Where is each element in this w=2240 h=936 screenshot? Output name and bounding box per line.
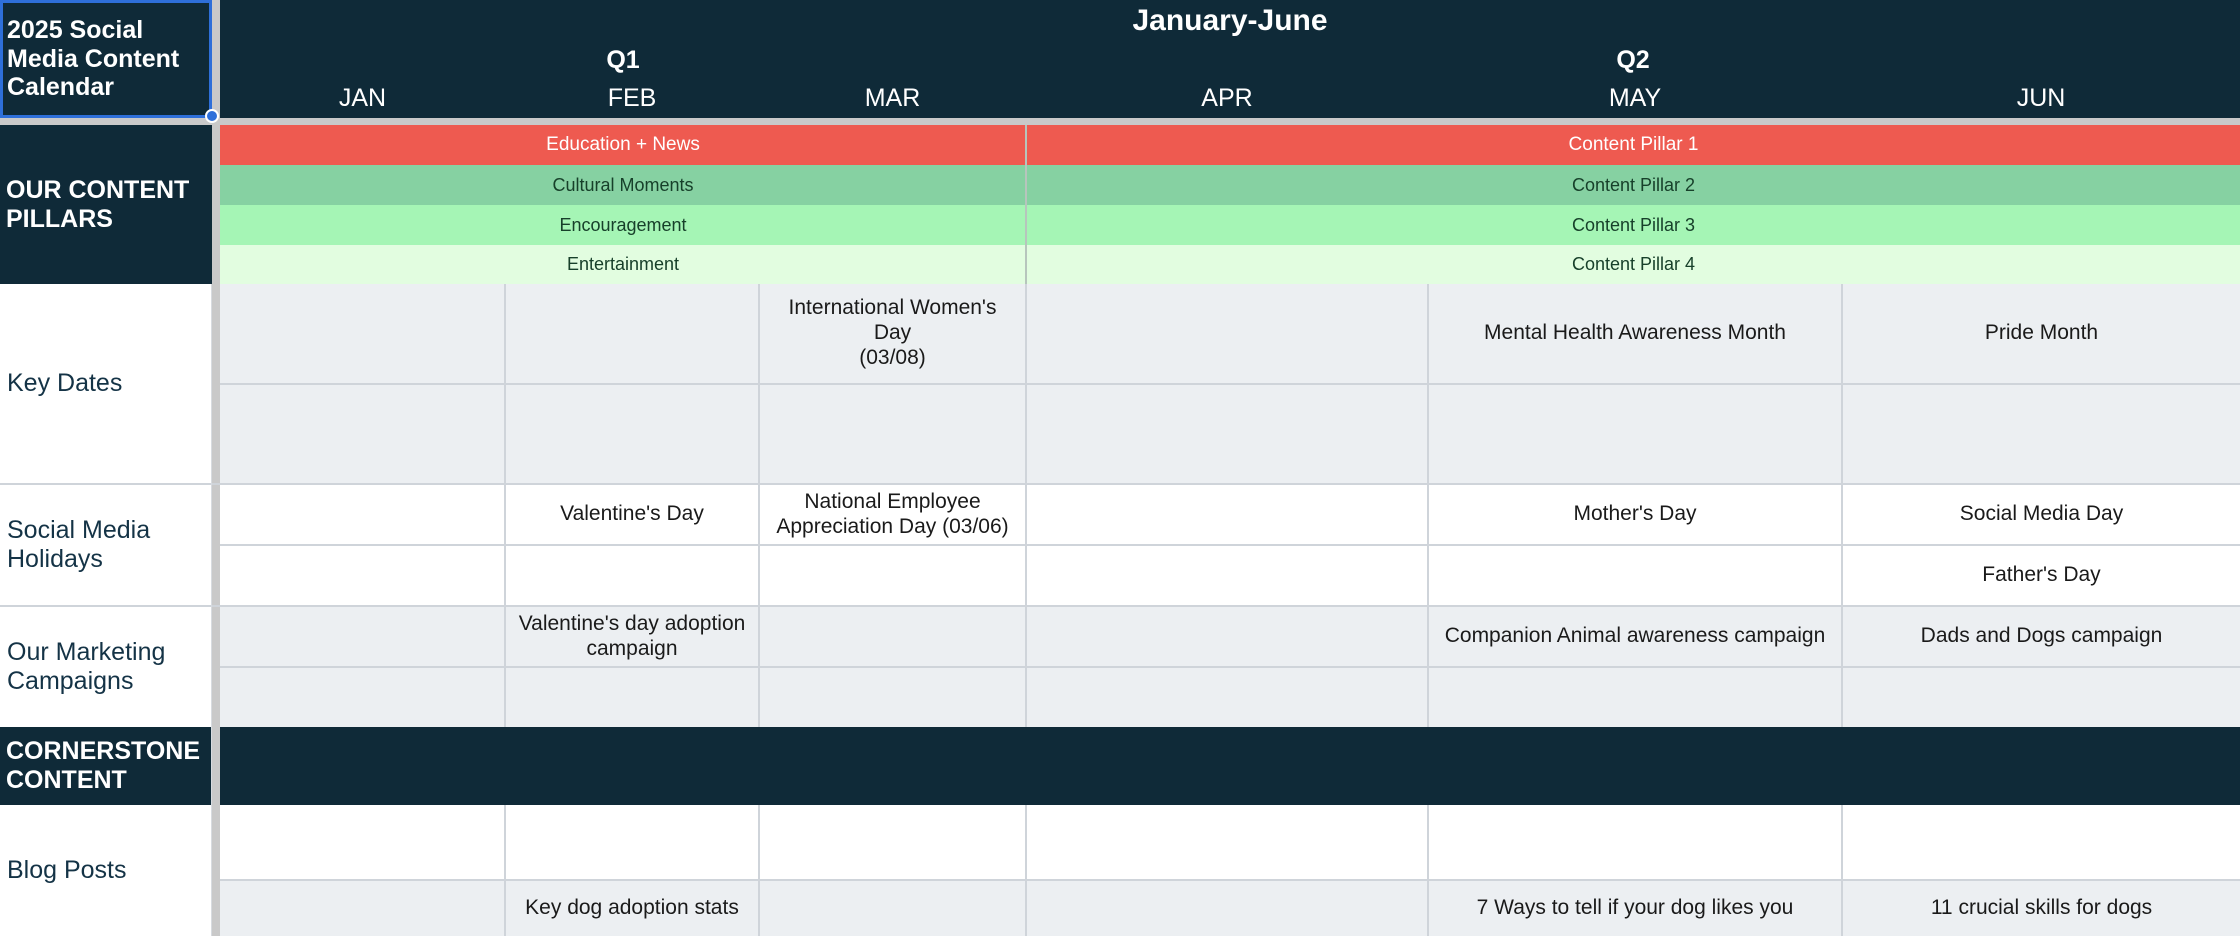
quarter-q2: Q2 <box>1616 45 1650 74</box>
grid-line <box>1025 284 1027 727</box>
row-label-blog-posts[interactable]: Blog Posts <box>0 805 212 936</box>
pillar-q2-3[interactable]: Content Pillar 3 <box>1027 205 2240 245</box>
row-label-cornerstone-content[interactable]: CORNERSTONE CONTENT <box>0 727 212 805</box>
row-label-content-pillars[interactable]: OUR CONTENT PILLARS <box>0 125 212 284</box>
holiday-feb[interactable]: Valentine's Day <box>560 502 704 526</box>
pillar-q1-1[interactable]: Education + News <box>220 125 1026 165</box>
row-label-key-dates[interactable]: Key Dates <box>0 284 212 483</box>
selection-handle[interactable] <box>205 109 219 123</box>
pillar-q1-2[interactable]: Cultural Moments <box>220 165 1026 205</box>
key-date-jun[interactable]: Pride Month <box>1984 321 2099 345</box>
campaign-feb[interactable]: Valentine's day adoption campaign <box>518 611 746 660</box>
campaign-jun[interactable]: Dads and Dogs campaign <box>1920 624 2163 648</box>
holiday-jun[interactable]: Social Media Day <box>1959 502 2124 526</box>
blog-jun[interactable]: 11 crucial skills for dogs <box>1930 896 2153 920</box>
blog-may[interactable]: 7 Ways to tell if your dog likes you <box>1476 896 1794 920</box>
quarter-q1: Q1 <box>606 45 640 74</box>
header-range: January-June <box>1132 4 1328 37</box>
month-jun: JUN <box>2016 83 2066 112</box>
title-cell[interactable] <box>0 0 212 118</box>
blog-feb[interactable]: Key dog adoption stats <box>525 896 739 920</box>
frozen-row-divider[interactable] <box>0 118 2240 125</box>
row-label-social-media-holidays[interactable]: Social Media Holidays <box>0 485 212 605</box>
pillar-q2-2[interactable]: Content Pillar 2 <box>1027 165 2240 205</box>
grid-line <box>758 805 760 936</box>
calendar-title: 2025 Social Media Content Calendar <box>7 15 180 102</box>
cornerstone-band <box>220 727 2240 805</box>
key-date-mar[interactable]: International Women's Day (03/08) <box>788 296 997 369</box>
month-mar: MAR <box>864 83 921 112</box>
grid-line <box>220 383 2240 385</box>
pillar-q2-1[interactable]: Content Pillar 1 <box>1027 125 2240 165</box>
pillar-q2-4[interactable]: Content Pillar 4 <box>1027 245 2240 284</box>
pillar-quarter-divider <box>1025 125 1027 284</box>
month-jan: JAN <box>338 83 387 112</box>
blog-band-top <box>220 805 2240 880</box>
pillar-q1-3[interactable]: Encouragement <box>220 205 1026 245</box>
campaign-may[interactable]: Companion Animal awareness campaign <box>1444 624 1826 648</box>
grid-line <box>220 666 2240 668</box>
frozen-column-divider[interactable] <box>212 0 220 936</box>
key-date-may[interactable]: Mental Health Awareness Month <box>1484 321 1786 345</box>
holiday-jun-2[interactable]: Father's Day <box>1982 563 2101 587</box>
label-column-border <box>211 284 212 936</box>
pillar-q1-4[interactable]: Entertainment <box>220 245 1026 284</box>
row-label-marketing-campaigns[interactable]: Our Marketing Campaigns <box>0 607 212 727</box>
month-apr: APR <box>1201 83 1253 112</box>
holiday-mar[interactable]: National Employee Appreciation Day (03/06) <box>776 489 1009 538</box>
month-may: MAY <box>1608 83 1662 112</box>
grid-line <box>1025 805 1027 936</box>
month-feb: FEB <box>607 83 657 112</box>
holiday-may[interactable]: Mother's Day <box>1573 502 1697 526</box>
